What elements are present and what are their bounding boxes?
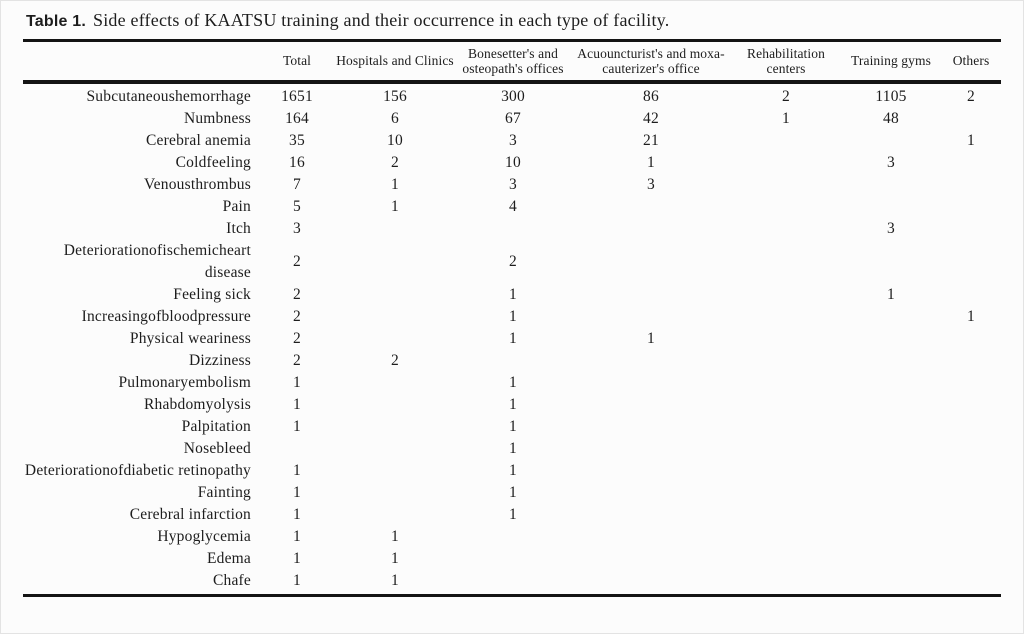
cell-value: 1 [782, 110, 790, 127]
cell-value: 3 [509, 132, 517, 149]
row-label: Deteriorationofdiabetic retinopathy [24, 462, 251, 479]
cell-value: 10 [505, 154, 521, 171]
column-header: Rehabilitation centers [747, 45, 825, 76]
cell-value: 300 [501, 88, 525, 105]
table-caption-text: Side effects of KAATSU training and their occurrence in each type of facility. [93, 10, 670, 30]
row-label: Hypoglycemia [157, 528, 251, 545]
cell-value: 1 [509, 440, 517, 457]
cell-value: 1 [887, 286, 895, 303]
cell-value: 2 [293, 352, 301, 369]
cell-value: 1 [509, 308, 517, 325]
table-row [23, 438, 1001, 460]
cell-value: 1 [967, 308, 975, 325]
cell-value: 1 [509, 374, 517, 391]
cell-value: 1651 [281, 88, 313, 105]
cell-value: 21 [643, 132, 659, 149]
table-caption-label: Table 1. [26, 13, 86, 30]
column-header: Others [952, 53, 990, 69]
row-label: Rhabdomyolysis [143, 396, 251, 413]
cell-value: 1 [509, 286, 517, 303]
cell-value: 1 [647, 330, 655, 347]
cell-value: 1 [293, 374, 301, 391]
table-row [23, 394, 1001, 416]
table-row [23, 350, 1001, 372]
cell-value: 1105 [875, 88, 907, 105]
row-label: Dizziness [188, 352, 251, 369]
cell-value: 16 [289, 154, 305, 171]
cell-value: 2 [782, 88, 790, 105]
cell-value: 2 [293, 308, 301, 325]
cell-value: 4 [509, 198, 517, 215]
row-label: Pain [222, 198, 251, 215]
cell-value: 1 [293, 550, 301, 567]
cell-value: 1 [293, 396, 301, 413]
row-label: Numbness [183, 110, 251, 127]
table-row [23, 174, 1001, 196]
table-row [23, 218, 1001, 240]
row-label: Nosebleed [183, 440, 251, 457]
cell-value: 156 [383, 88, 407, 105]
row-label: Pulmonaryembolism [118, 374, 251, 391]
cell-value: 42 [643, 110, 659, 127]
table-body [23, 84, 1001, 597]
cell-value: 164 [285, 110, 309, 127]
cell-value: 1 [509, 484, 517, 501]
cell-value: 35 [289, 132, 305, 149]
cell-value: 86 [643, 88, 659, 105]
cell-value: 2 [391, 352, 399, 369]
row-label: Fainting [197, 484, 251, 501]
cell-value: 48 [883, 110, 899, 127]
table-row [23, 372, 1001, 394]
cell-value: 2 [293, 253, 301, 270]
cell-value: 3 [509, 176, 517, 193]
cell-value: 3 [887, 154, 895, 171]
cell-value: 1 [509, 418, 517, 435]
table-row [23, 526, 1001, 548]
cell-value: 1 [293, 418, 301, 435]
cell-value: 1 [509, 330, 517, 347]
table-row [23, 570, 1001, 592]
cell-value: 1 [391, 528, 399, 545]
column-header: Acuouncturist's and moxa-cauterizer's office [577, 45, 725, 76]
row-label: Physical weariness [129, 330, 251, 347]
cell-value: 3 [293, 220, 301, 237]
table-row [23, 86, 1001, 108]
cell-value: 1 [293, 572, 301, 589]
row-label: Itch [226, 220, 251, 237]
row-label: Edema [206, 550, 251, 567]
column-header: Bonesetter's and osteopath's offices [462, 45, 564, 76]
table-row [23, 108, 1001, 130]
cell-value: 1 [509, 462, 517, 479]
cell-value: 1 [647, 154, 655, 171]
cell-value: 2 [391, 154, 399, 171]
cell-value: 3 [647, 176, 655, 193]
cell-value: 1 [293, 506, 301, 523]
cell-value: 1 [391, 572, 399, 589]
table-caption [26, 10, 669, 31]
cell-value: 1 [391, 198, 399, 215]
row-label: Cerebral infarction [129, 506, 251, 523]
cell-value: 2 [293, 330, 301, 347]
cell-value: 1 [293, 484, 301, 501]
table-row [23, 196, 1001, 218]
row-label: Palpitation [181, 418, 251, 435]
row-label: Increasingofbloodpressure [81, 308, 251, 325]
cell-value: 2 [967, 88, 975, 105]
cell-value: 1 [509, 396, 517, 413]
table-header-row [23, 39, 1001, 84]
cell-value: 1 [509, 506, 517, 523]
cell-value: 6 [391, 110, 399, 127]
table-row [23, 152, 1001, 174]
table-row [23, 306, 1001, 328]
cell-value: 1 [293, 462, 301, 479]
cell-value: 7 [293, 176, 301, 193]
cell-value: 1 [391, 176, 399, 193]
table-row [23, 460, 1001, 482]
row-label: Subcutaneoushemorrhage [86, 88, 251, 105]
cell-value: 1 [967, 132, 975, 149]
cell-value: 67 [505, 110, 521, 127]
table-row [23, 284, 1001, 306]
cell-value: 5 [293, 198, 301, 215]
column-header: Training gyms [851, 53, 931, 69]
cell-value: 10 [387, 132, 403, 149]
cell-value: 1 [293, 528, 301, 545]
row-label: Deteriorationofischemicheart disease [63, 242, 251, 281]
cell-value: 3 [887, 220, 895, 237]
cell-value: 1 [391, 550, 399, 567]
row-label: Feeling sick [173, 286, 251, 303]
table-row [23, 130, 1001, 152]
cell-value: 2 [509, 253, 517, 270]
side-effects-table [23, 39, 1001, 597]
table-row [23, 328, 1001, 350]
table-row [23, 240, 1001, 284]
row-label: Chafe [212, 572, 251, 589]
row-label: Venousthrombus [144, 176, 251, 193]
table-row [23, 482, 1001, 504]
row-label: Cerebral anemia [146, 132, 251, 149]
table-row [23, 548, 1001, 570]
table-row [23, 416, 1001, 438]
column-header: Hospitals and Clinics [336, 53, 454, 69]
column-header: Total [282, 53, 312, 69]
cell-value: 2 [293, 286, 301, 303]
table-row [23, 504, 1001, 526]
row-label: Coldfeeling [175, 154, 251, 171]
